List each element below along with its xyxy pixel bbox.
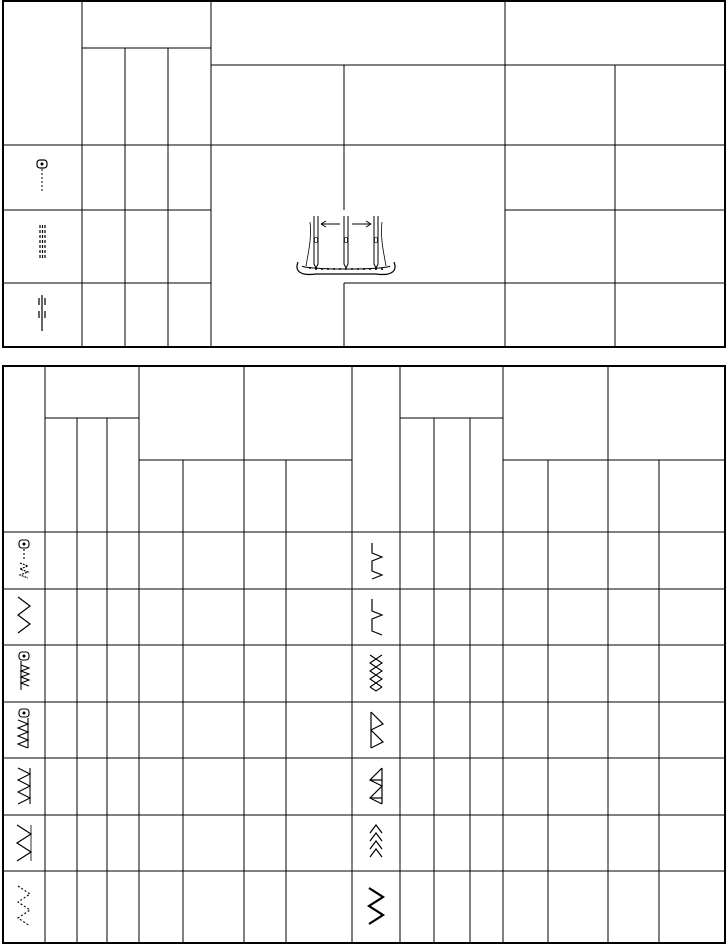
wide-zigzag-stitch-icon [17,825,31,861]
overlock-wave-stitch-icon [19,652,29,690]
feather-chevron-stitch-icon [370,825,382,857]
top-table [3,1,725,347]
bottom-table-border [3,366,725,943]
top-table-border [3,1,725,347]
dotted-zigzag-stitch-icon [18,886,30,926]
needle-label-left: 0 [313,236,319,245]
overlock-zigzag-stitch-icon [18,709,29,748]
triple-straight-stitch-icon [40,225,45,259]
bottom-table [3,366,725,943]
multi-zigzag-stitch-icon [18,768,30,804]
double-triangle-stitch-icon [370,768,382,804]
honeycomb-stitch-icon [370,655,382,691]
needle-label-center: 0 [343,236,349,245]
triangle-overlock-stitch-icon [371,712,383,748]
blind-hem-stitch-icon [372,543,382,579]
straight-zigzag-combo-icon [19,540,29,578]
needle-position-diagram-icon [297,216,395,275]
straight-stitch-left-needle-icon [37,160,47,192]
zigzag-stitch-icon [18,597,30,633]
needle-label-right: 0 [373,236,379,245]
heavy-zigzag-stitch-icon [369,888,383,924]
elastic-blind-hem-stitch-icon [372,599,382,635]
stretch-straight-stitch-icon [39,295,45,331]
